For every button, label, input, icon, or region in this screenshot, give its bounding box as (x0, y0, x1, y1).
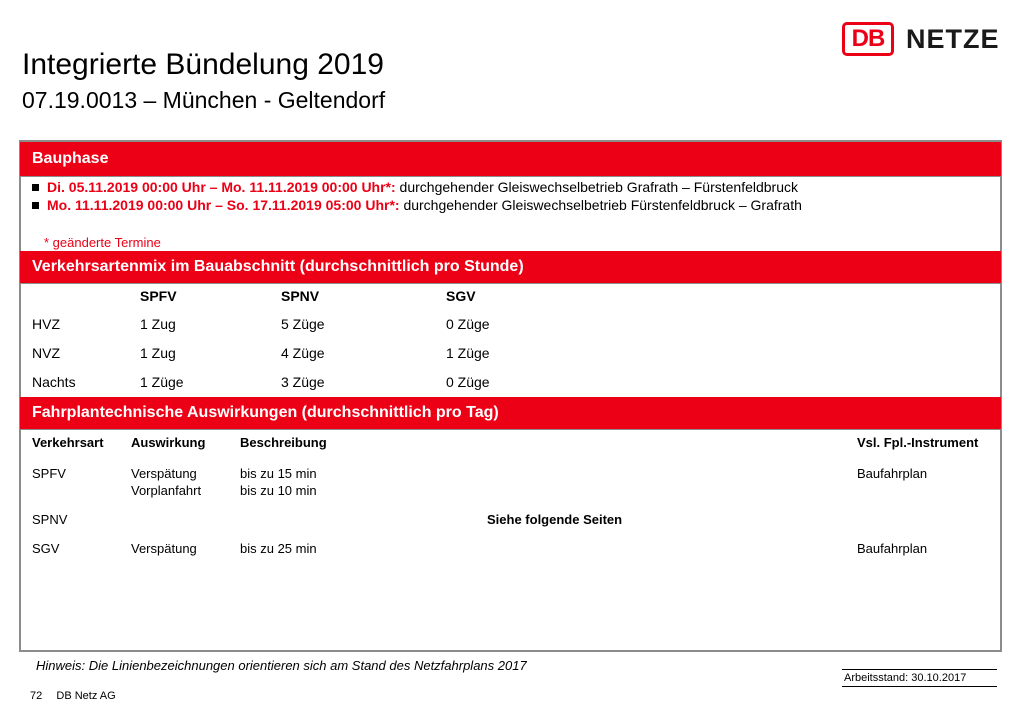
fahrplan-cell: Vorplanfahrt (131, 483, 202, 498)
verkehr-cell: 1 Züge (446, 345, 490, 361)
verkehr-row-label: HVZ (32, 316, 60, 332)
netze-logo-text: NETZE (906, 23, 1000, 54)
fahrplan-cell: bis zu 15 min (240, 466, 317, 481)
verkehr-row-label: NVZ (32, 345, 60, 361)
divider (20, 176, 1001, 177)
divider (20, 429, 1001, 430)
verkehr-cell: 1 Zug (140, 316, 176, 332)
fahrplan-cell: Baufahrplan (857, 541, 928, 556)
verkehr-col-header: SPNV (281, 288, 320, 304)
fahrplan-heading: Fahrplantechnische Auswirkungen (durchschnittlich pro Tag) (20, 397, 1001, 429)
bauphase-item (32, 179, 798, 196)
fahrplan-col-header: Verkehrsart (32, 435, 104, 450)
verkehr-cell: 4 Züge (281, 345, 325, 361)
fahrplan-col-header: Beschreibung (240, 435, 327, 450)
content-frame (19, 140, 1002, 652)
page-title: Integrierte Bündelung 2019 (22, 48, 384, 81)
fahrplan-cell: SPNV (32, 512, 68, 527)
bauphase-note: * geänderte Termine (44, 235, 161, 250)
verkehr-cell: 3 Züge (281, 374, 325, 390)
db-netze-logo (842, 20, 1000, 58)
hinweis-note: Hinweis: Die Linienbezeichnungen orientieren sich am Stand des Netzfahrplans 2017 (36, 658, 527, 673)
bullet-icon (32, 202, 39, 209)
fahrplan-cell: Baufahrplan (857, 466, 928, 481)
verkehr-cell: 1 Zug (140, 345, 176, 361)
fahrplan-cell: Verspätung (131, 466, 197, 481)
verkehr-cell: 5 Züge (281, 316, 325, 332)
fahrplan-cell: SGV (32, 541, 60, 556)
db-logo-mark: DB (842, 22, 894, 56)
bauphase-text: durchgehender Gleiswechselbetrieb Grafrath – Fürstenfeldbruck (395, 179, 798, 195)
fahrplan-cell: Verspätung (131, 541, 197, 556)
verkehr-col-header: SPFV (140, 288, 177, 304)
divider (20, 283, 1001, 284)
verkehr-cell: 0 Züge (446, 316, 490, 332)
fahrplan-col-header: Auswirkung (131, 435, 206, 450)
bauphase-text: durchgehender Gleiswechselbetrieb Fürstenfeldbruck – Grafrath (399, 197, 802, 213)
bauphase-item (32, 197, 802, 214)
bauphase-date: Di. 05.11.2019 00:00 Uhr – Mo. 11.11.2019 00:00 Uhr*: (47, 179, 396, 195)
verkehr-col-header: SGV (446, 288, 476, 304)
company-name: DB Netz AG (56, 690, 116, 702)
bullet-icon (32, 184, 39, 191)
bauphase-heading: Bauphase (20, 142, 1001, 176)
bauphase-date: Mo. 11.11.2019 00:00 Uhr – So. 17.11.2019 05:00 Uhr*: (47, 197, 400, 213)
page-number: 72 (30, 690, 43, 702)
verkehr-cell: 1 Züge (140, 374, 184, 390)
fahrplan-cell: bis zu 25 min (240, 541, 317, 556)
verkehr-cell: 0 Züge (446, 374, 490, 390)
fahrplan-cell: SPFV (32, 466, 66, 481)
fahrplan-cell: Siehe folgende Seiten (487, 512, 623, 527)
verkehr-heading: Verkehrsartenmix im Bauabschnitt (durchschnittlich pro Stunde) (20, 251, 1001, 283)
arbeitsstand: Arbeitsstand: 30.10.2017 (842, 669, 997, 687)
page-subtitle: 07.19.0013 – München - Geltendorf (22, 87, 386, 113)
page-footer (30, 690, 116, 702)
fahrplan-cell: bis zu 10 min (240, 483, 317, 498)
fahrplan-col-header: Vsl. Fpl.-Instrument (857, 435, 979, 450)
verkehr-row-label: Nachts (32, 374, 76, 390)
